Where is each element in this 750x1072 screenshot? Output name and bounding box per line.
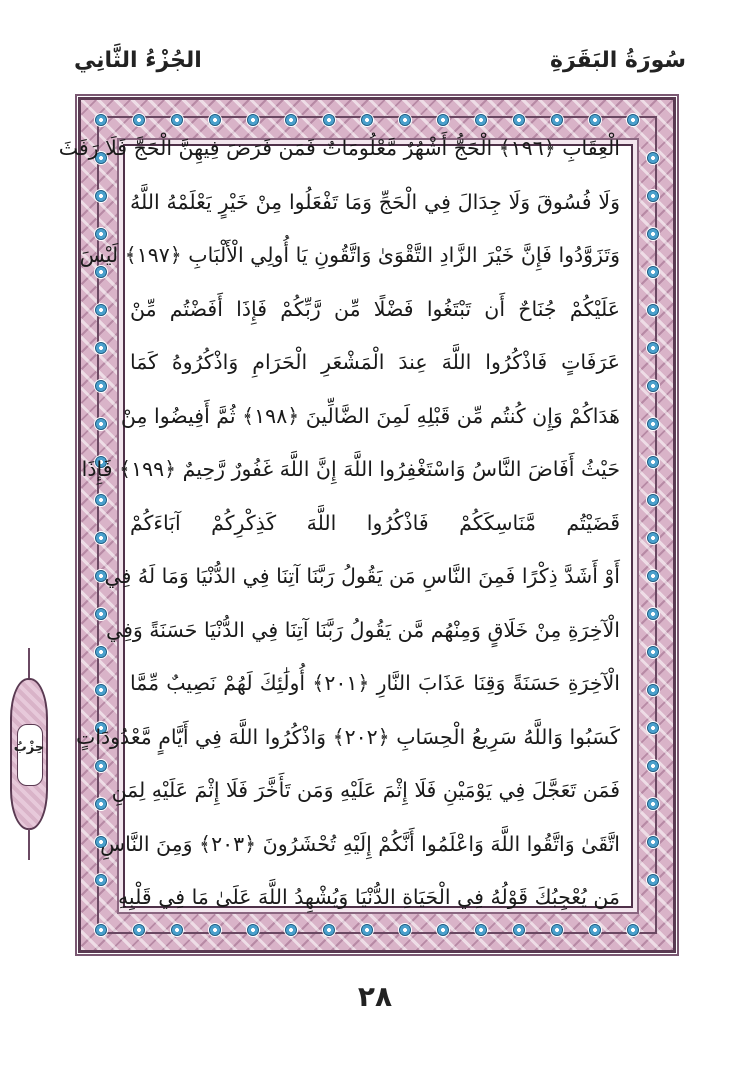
rosette-ornament xyxy=(95,924,107,936)
surah-name-header: سُورَةُ البَقَرَةِ xyxy=(549,48,686,73)
juz-name-header: الجُزْءُ الثَّانِي xyxy=(74,48,202,73)
rosette-ornament xyxy=(647,570,659,582)
rosette-ornament xyxy=(647,342,659,354)
rosette-ornament xyxy=(647,304,659,316)
rosette-ornament xyxy=(647,684,659,696)
rosette-ornament xyxy=(247,924,259,936)
rosette-ornament xyxy=(95,418,107,430)
verse-line: حَيْثُ أَفَاضَ النَّاسُ وَاسْتَغْفِرُوا اللَّهَ إِنَّ اللَّهَ غَفُورٌ رَّحِيمٌ ﴿١٩٩﴾ فَإِذَا xyxy=(81,457,620,481)
rosette-ornament xyxy=(551,924,563,936)
rosette-ornament xyxy=(437,924,449,936)
rosette-ornament xyxy=(647,608,659,620)
rosette-ornament xyxy=(647,646,659,658)
verse-line: قَضَيْتُم مَّنَاسِكَكُمْ فَاذْكُرُوا اللَّهَ كَذِكْرِكُمْ آبَاءَكُمْ xyxy=(130,510,620,535)
verse-line: كَسَبُوا وَاللَّهُ سَرِيعُ الْحِسَابِ ﴿٢٠٢﴾ وَاذْكُرُوا اللَّهَ فِي أَيَّامٍ مَّعْدُودَاتٍ xyxy=(76,724,620,749)
verse-line: الْعِقَابِ ﴿١٩٦﴾ الْحَجُّ أَشْهُرٌ مَّعْلُومَاتٌ فَمَن فَرَضَ فِيهِنَّ الْحَجَّ فَلَا رَفَثَ xyxy=(58,136,620,160)
rosette-ornament xyxy=(361,924,373,936)
rosette-ornament xyxy=(589,924,601,936)
rosette-ornament xyxy=(647,874,659,886)
verse-line: وَلَا فُسُوقَ وَلَا جِدَالَ فِي الْحَجِّ وَمَا تَفْعَلُوا مِنْ خَيْرٍ يَعْلَمْهُ اللَّهُ xyxy=(130,189,620,214)
rosette-ornament xyxy=(647,228,659,240)
verse-line: هَدَاكُمْ وَإِن كُنتُم مِّن قَبْلِهِ لَمِنَ الضَّالِّينَ ﴿١٩٨﴾ ثُمَّ أَفِيضُوا مِنْ xyxy=(120,403,620,428)
rosette-ornament xyxy=(647,798,659,810)
hizb-stem-top xyxy=(28,648,30,680)
rosette-ornament xyxy=(475,924,487,936)
rosette-ornament xyxy=(95,342,107,354)
rosette-ornament xyxy=(647,494,659,506)
rosette-ornament xyxy=(95,380,107,392)
page-number: ٢٨ xyxy=(357,980,393,1013)
rosette-ornament xyxy=(513,924,525,936)
rosette-ornament xyxy=(647,760,659,772)
rosette-ornament xyxy=(647,836,659,848)
rosette-ornament xyxy=(95,532,107,544)
rosette-ornament xyxy=(95,684,107,696)
rosette-ornament xyxy=(95,304,107,316)
rosette-ornament xyxy=(647,266,659,278)
rosette-ornament xyxy=(399,924,411,936)
rosette-ornament xyxy=(95,798,107,810)
verse-line: الْآخِرَةِ مِنْ خَلَاقٍ وَمِنْهُم مَّن يَقُولُ رَبَّنَا آتِنَا فِي الدُّنْيَا حَسَنَةً وَفِي xyxy=(105,617,620,642)
verse-line: الْآخِرَةِ حَسَنَةً وَقِنَا عَذَابَ النَّارِ ﴿٢٠١﴾ أُولَٰئِكَ لَهُمْ نَصِيبٌ مِّمَّا xyxy=(130,671,620,695)
verse-line: فَمَن تَعَجَّلَ فِي يَوْمَيْنِ فَلَا إِثْمَ عَلَيْهِ وَمَن تَأَخَّرَ فَلَا إِثْمَ عَلَيْهِ لِمَنِ xyxy=(111,778,620,802)
rosette-ornament xyxy=(647,152,659,164)
rosette-ornament xyxy=(647,456,659,468)
rosette-ornament xyxy=(285,924,297,936)
hizb-marker xyxy=(8,648,50,860)
hizb-label: حِزْبُ xyxy=(13,740,45,755)
rosette-ornament xyxy=(647,532,659,544)
verse-line: اتَّقَىٰ وَاتَّقُوا اللَّهَ وَاعْلَمُوا أَنَّكُمْ إِلَيْهِ تُحْشَرُونَ ﴿٢٠٣﴾ وَمِنَ النَّاسِ xyxy=(100,831,620,856)
verse-line: وَتَزَوَّدُوا فَإِنَّ خَيْرَ الزَّادِ التَّقْوَىٰ وَاتَّقُونِ يَا أُولِي الْأَلْبَابِ ﴿١٩٧﴾ لَيْسَ xyxy=(79,243,620,267)
verse-line: مَن يُعْجِبُكَ قَوْلُهُ فِي الْحَيَاةِ الدُّنْيَا وَيُشْهِدُ اللَّهَ عَلَىٰ مَا فِي قَلْبِهِ xyxy=(117,885,620,909)
rosette-ornament xyxy=(209,924,221,936)
rosette-ornament xyxy=(95,874,107,886)
rosette-ornament xyxy=(627,114,639,126)
verse-line: عَرَفَاتٍ فَاذْكُرُوا اللَّهَ عِندَ الْمَشْعَرِ الْحَرَامِ وَاذْكُرُوهُ كَمَا xyxy=(130,350,620,374)
rosette-ornament xyxy=(95,190,107,202)
verse-line: أَوْ أَشَدَّ ذِكْرًا فَمِنَ النَّاسِ مَن يَقُولُ رَبَّنَا آتِنَا فِي الدُّنْيَا وَمَا لَهُ فِي xyxy=(104,564,620,588)
rosette-ornament xyxy=(647,418,659,430)
rosette-ornament xyxy=(647,380,659,392)
rosette-ornament xyxy=(647,722,659,734)
rosette-ornament xyxy=(171,924,183,936)
rosette-ornament xyxy=(323,924,335,936)
verse-line: عَلَيْكُمْ جُنَاحٌ أَن تَبْتَغُوا فَضْلًا مِّن رَّبِّكُمْ فَإِذَا أَفَضْتُم مِّنْ xyxy=(130,296,620,321)
rosette-ornament xyxy=(627,924,639,936)
rosette-ornament xyxy=(647,190,659,202)
rosette-ornament xyxy=(95,494,107,506)
hizb-stem-bottom xyxy=(28,828,30,860)
hizb-center-panel xyxy=(17,724,43,786)
rosette-ornament xyxy=(133,924,145,936)
